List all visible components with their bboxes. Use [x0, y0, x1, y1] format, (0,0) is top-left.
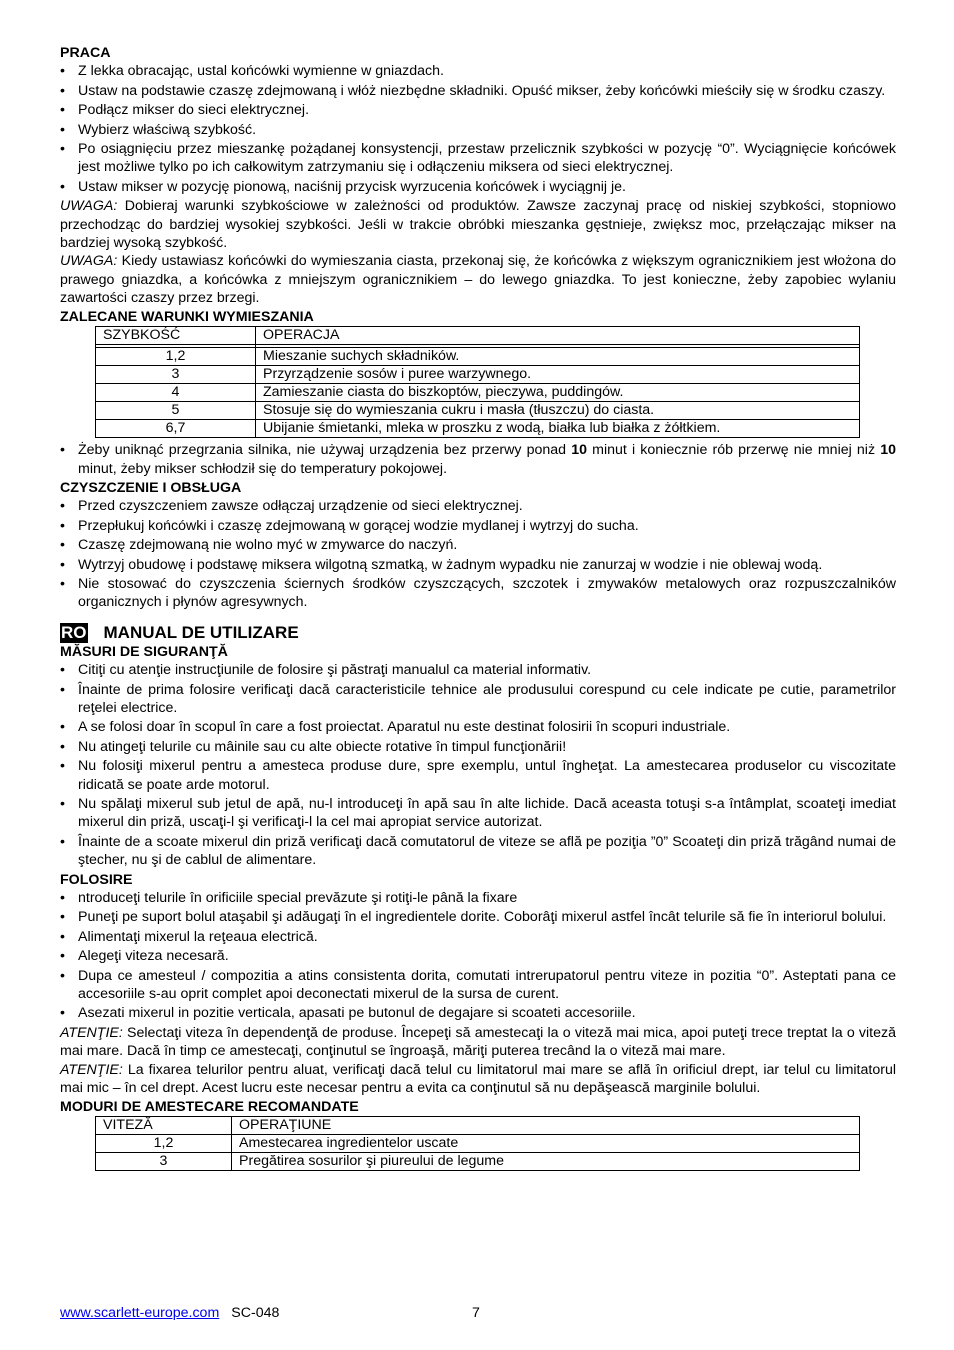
section-title-clean: CZYSZCZENIE I OBSŁUGA [60, 479, 242, 496]
overheat-minutes: 10 [880, 442, 896, 459]
note-paragraph [60, 197, 896, 252]
note-text: Kiedy ustawiasz końcówki do wymieszania ciasta, przekonaj się, że końcówka z większym ogranicznikiem jest włożona do prawego gniazdka, a końcówka z mniejszym ogranicznikiem – do lewego gniazdka. To jest konieczne, żeby zapobiec wylaniu zawartości czaszy przez brzegi. [60, 253, 896, 307]
list-item: • Przed czyszczeniem zawsze odłączaj urządzenie od sieci elektrycznej. [60, 497, 896, 515]
table-row [96, 402, 860, 420]
table-header-cell: SZYBKOŚĆ [96, 327, 256, 345]
section-title-praca: PRACA [60, 45, 111, 61]
list-item [60, 441, 896, 478]
list-item: • Ustaw na podstawie czaszę zdejmowaną i włóż niezbędne składniki. Opuść mikser, żeby końcówki mieściły się w środku czaszy. [60, 82, 896, 100]
note-paragraph [60, 1024, 896, 1061]
table-cell-speed: 4 [96, 384, 256, 402]
list-item: • Wybierz właściwą szybkość. [60, 121, 896, 139]
list-item: • Przepłukuj końcówki i czaszę zdejmowaną w gorącej wodzie mydlanej i wytrzyj do sucha. [60, 517, 896, 535]
table-row [96, 420, 860, 438]
table-cell-operation: Mieszanie suchych składników. [256, 348, 860, 366]
overheat-list [60, 441, 896, 478]
table-cell-operation: Pregătirea sosurilor şi piureului de legume [232, 1152, 860, 1170]
list-item: • Înainte de a scoate mixerul din priză verificaţi dacă comutatorul de viteze se află pe poziţia ”0” Scoateţi din priză trăgând numai de ştecher, nu şi de cablul de alimentare. [60, 833, 896, 870]
overheat-text: Żeby uniknąć przegrzania silnika, nie używaj urządzenia bez przerwy ponad [78, 442, 572, 459]
note-label: UWAGA: [60, 253, 118, 270]
table-row [96, 348, 860, 366]
table-cell-speed: 3 [96, 366, 256, 384]
list-item: • Z lekka obracając, ustal końcówki wymienne w gniazdach. [60, 62, 896, 80]
list-item: • Nu spălaţi mixerul sub jetul de apă, nu-l introduceţi în apă sau în alte lichide. Dacă aceasta totuşi s-a întâmplat, scoateţi imediat mixerul din priză, uscaţi-l şi verificaţi-l la cel mai apropiat service autorizat. [60, 795, 896, 832]
list-item: • Alimentaţi mixerul la reţeaua electrică. [60, 928, 896, 946]
speed-table-pl [95, 326, 860, 438]
note-text: Selectaţi viteza în dependenţă de produse. Începeţi să amestecaţi la o viteză mai mica, apoi puteţi trece treptat la o viteză mai mare. Dacă în timp ce amestecaţi, conţinutul se îngroaşă, măriţi puterea trecând la o viteză mai mare. [60, 1024, 896, 1060]
safety-list [60, 661, 896, 869]
table-cell-operation: Amestecarea ingredientelor uscate [232, 1134, 860, 1152]
table-row [96, 366, 860, 384]
table-cell-speed: 3 [96, 1152, 232, 1170]
table-title-pl: ZALECANE WARUNKI WYMIESZANIA [60, 308, 314, 325]
list-item: • A se folosi doar în scopul în care a fost proiectat. Aparatul nu este destinat folosirii în scopuri industriale. [60, 718, 896, 736]
use-list [60, 889, 896, 1023]
list-item: • Asezati mixerul in pozitie verticala, apasati pe butonul de degajare si scoateti accesoriile. [60, 1004, 896, 1022]
table-header-row [96, 1116, 860, 1134]
list-item: • Nu folosiţi mixerul pentru a amesteca produse dure, spre exemplu, untul îngheţat. La amestecarea produselor cu viscozitate ridicată se poate arde motorul. [60, 757, 896, 794]
table-header-cell: OPERAŢIUNE [232, 1116, 860, 1134]
table-cell-speed: 1,2 [96, 1134, 232, 1152]
list-item: • Po osiągnięciu przez mieszankę pożądanej konsystencji, przestaw przelicznik szybkości w pozycję “0”. Wyciągnięcie końcówek jest możliwe tylko po ich całkowitym zatrzymaniu się i odłączeniu miksera od sieci elektrycznej. [60, 140, 896, 177]
table-row [96, 384, 860, 402]
note-text: La fixarea telurilor pentru aluat, verificaţi dacă telul cu limitatorul mai mare se află în orificiul drept, iar telul cu limitatorul mai mic – în cel drept. Acest lucru este necesar pentru a evita ca conţinutul să nu depăşească marginile bolului. [60, 1061, 896, 1097]
note-label: ATENŢIE: [60, 1024, 123, 1041]
table-row [96, 1152, 860, 1170]
page-footer [60, 1304, 896, 1322]
website-link[interactable]: www.scarlett-europe.com [60, 1305, 220, 1321]
note-paragraph [60, 1061, 896, 1098]
table-cell-speed: 1,2 [96, 348, 256, 366]
list-item: • ntroduceţi telurile în orificiile special prevăzute şi rotiţi-le până la fixare [60, 889, 896, 907]
list-item: • Wytrzyj obudowę i podstawę miksera wilgotną szmatką, w żadnym wypadku nie zanurzaj w wodzie i nie oblewaj wodą. [60, 556, 896, 574]
overheat-text: minut, żeby mikser schłodził się do temperatury pokojowej. [78, 460, 448, 477]
note-text: Dobieraj warunki szybkościowe w zależności od produktów. Zawsze zaczynaj pracę od niskiej szybkości, stopniowo przechodząc do bardziej wysokiej szybkości. Jeśli w trakcie obróbki mieszanka gęstnieje, zwiększ moc, przełączając mikser na bardziej wysoką szybkość. [60, 198, 896, 252]
list-item: • Nu atingeţi telurile cu mâinile sau cu alte obiecte rotative în timpul funcţionării! [60, 738, 896, 756]
list-item: • Înainte de prima folosire verificaţi dacă caracteristicile tehnice ale produsului corespund cu cele indicate pe cutie, parametrilor reţelei electrice. [60, 681, 896, 718]
table-cell-operation: Stosuje się do wymieszania cukru i masła (tłuszczu) do ciasta. [256, 402, 860, 420]
note-paragraph [60, 252, 896, 307]
praca-list [60, 62, 896, 196]
list-item: • Nie stosować do czyszczenia ściernych środków czyszczących, szczotek i zmywaków metalowych oraz rozpuszczalników organicznych i płynów agresywnych. [60, 575, 896, 612]
table-cell-speed: 6,7 [96, 420, 256, 438]
table-cell-operation: Przyrządzenie sosów i puree warzywnego. [256, 366, 860, 384]
list-item: • Alegeţi viteza necesară. [60, 947, 896, 965]
list-item: • Citiţi cu atenţie instrucţiunile de folosire şi păstraţi manualul ca material informativ. [60, 661, 896, 679]
section-title-ro: MANUAL DE UTILIZARE [103, 622, 299, 642]
list-item: • Podłącz mikser do sieci elektrycznej. [60, 101, 896, 119]
overheat-minutes: 10 [571, 442, 587, 459]
note-label: UWAGA: [60, 198, 118, 215]
table-cell-operation: Zamieszanie ciasta do biszkoptów, pieczywa, puddingów. [256, 384, 860, 402]
table-row [96, 1134, 860, 1152]
language-badge: RO [61, 622, 87, 642]
section-title-use: FOLOSIRE [60, 871, 133, 888]
section-title-safety: MĂSURI DE SIGURANŢĂ [60, 643, 228, 660]
list-item: • Dupa ce amesteul / compozitia a atins consistenta dorita, comutati intrerupatorul pentru viteze in pozitia “0”. Asteptati pana ce accesoriile s-au oprit complet apoi deconectati mixerul de la sursa de curent. [60, 967, 896, 1004]
list-item: • Czaszę zdejmowaną nie wolno myć w zmywarce do naczyń. [60, 536, 896, 554]
list-item: • Puneţi pe suport bolul ataşabil şi adăugaţi în el ingredientele dorite. Coborâţi mixerul astfel încât telurile să fie în interiorul bolului. [60, 908, 896, 926]
table-header-cell: OPERACJA [256, 327, 860, 345]
overheat-text: minut i koniecznie rób przerwę nie mniej niż [586, 442, 881, 459]
table-header-cell: VITEZĂ [96, 1116, 232, 1134]
table-title-ro: MODURI DE AMESTECARE RECOMANDATE [60, 1098, 359, 1115]
page-number: 7 [472, 1305, 480, 1321]
model-number: SC-048 [231, 1305, 280, 1321]
list-item: • Ustaw mikser w pozycję pionową, naciśnij przycisk wyrzucenia końcówek i wyciągnij je. [60, 178, 896, 196]
clean-list [60, 497, 896, 611]
note-label: ATENŢIE: [60, 1061, 123, 1078]
ro-section-header [60, 623, 896, 643]
manual-page [60, 44, 896, 1171]
table-header-row [96, 327, 860, 345]
speed-table-ro [95, 1116, 860, 1171]
table-cell-operation: Ubijanie śmietanki, mleka w proszku z wodą, białka lub białka z żółtkiem. [256, 420, 860, 438]
table-cell-speed: 5 [96, 402, 256, 420]
